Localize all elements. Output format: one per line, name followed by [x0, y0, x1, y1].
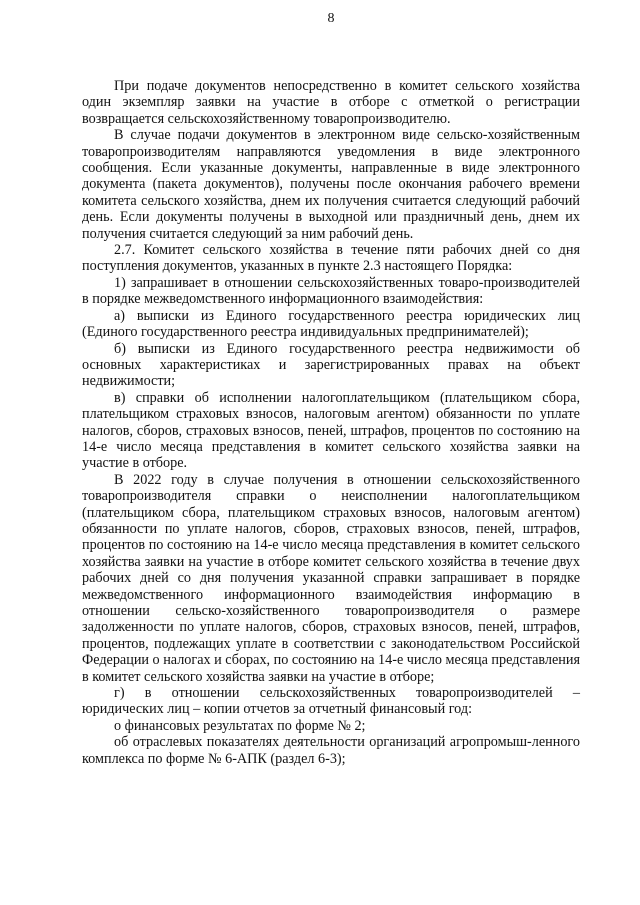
paragraph-2022: В 2022 году в случае получения в отношении сельскохозяйственного товаропроизводителя справки о неисполнении налогоплательщиком (плательщиком сбора, плательщиком страховых взносов, налоговым агентом) обязанности по уплате налогов, сборов, страховых взносов, пеней, штрафов, процентов по состоянию на 14-е число месяца представления в комитет сельского хозяйства заявки на участие в отборе комитет сельского хозяйства в течение двух рабочих дней со дня получения указанной справки запрашивает в порядке межведомственного информационного взаимодействия информацию в отношении сельско-хозяйственного товаропроизводителя о размере задолженности по уплате налогов, сборов, страховых взносов, пеней, штрафов, процентов, подлежащих уплате в соответствии с законодательством Российской Федерации о налогах и сборах, по состоянию на 14-е число месяца представления в комитет сельского хозяйства заявки на участие в отборе; — [82, 471, 581, 685]
paragraph-item-a: а) выписки из Единого государственного реестра юридических лиц (Единого государственного реестра индивидуальных предпринимателей); — [82, 307, 580, 341]
paragraph-item-g: г) в отношении сельскохозяйственных товаропроизводителей – юридических лиц – копии отчетов за отчетный финансовый год: — [82, 685, 580, 718]
paragraph-item-v: в) справки об исполнении налогоплательщиком (плательщиком сбора, плательщиком страховых взносов, налоговым агентом) обязанности по уплате налогов, сборов, страховых взносов, пеней, штрафов, процентов по состоянию на 14-е число месяца представления в комитет сельского хозяйства заявки на участие в отборе. — [82, 389, 580, 472]
paragraph-form-6-apk: об отраслевых показателях деятельности организаций агропромыш-ленного комплекса по форме № 6-АПК (раздел 6-3); — [82, 734, 580, 767]
paragraph-clause-2-7: 2.7. Комитет сельского хозяйства в течение пяти рабочих дней со дня поступления документов, указанных в пункте 2.3 настоящего Порядка: — [82, 242, 580, 275]
page-number: 8 — [327, 11, 335, 26]
paragraph-electronic-submission: В случае подачи документов в электронном виде сельско-хозяйственным товаропроизводителям направляются уведомления в виде электронного сообщения. Если указанные документы, направленные в виде электронного документа (пакета документов), получены после окончания рабочего времени комитета сельского хозяйства, днем их получения считается следующий рабочий день. Если документы получены в выходной или праздничный день, днем их получения считается следующий за ним рабочий день. — [82, 127, 580, 242]
paragraph-form-2: о финансовых результатах по форме № 2; — [114, 717, 366, 734]
paragraph-item-1: 1) запрашивает в отношении сельскохозяйственных товаро-производителей в порядке межведомственного информационного взаимодействия: — [82, 274, 580, 308]
paragraph-submission-in-person: При подаче документов непосредственно в комитет сельского хозяйства один экземпляр заявки на участие в отборе с отметкой о регистрации возвращается сельскохозяйственному товаропроизводителю. — [82, 78, 580, 127]
paragraph-item-b: б) выписки из Единого государственного реестра недвижимости об основных характеристиках и зарегистрированных правах на объект недвижимости; — [82, 340, 580, 390]
